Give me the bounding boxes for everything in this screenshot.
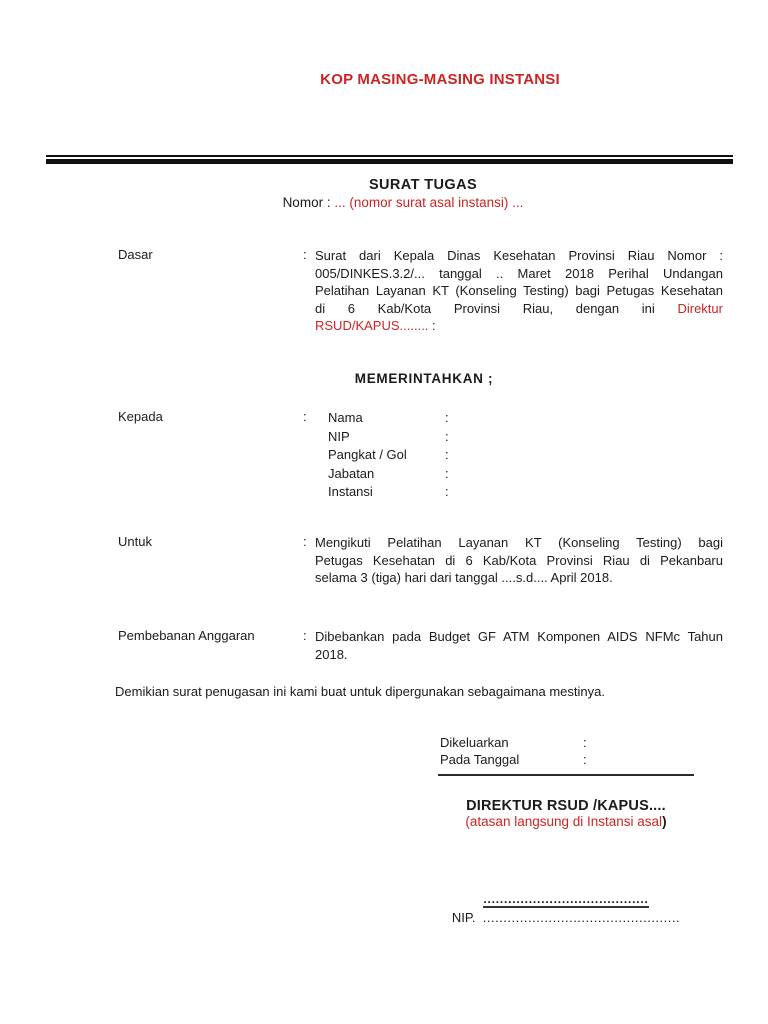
kepada-fields [328, 409, 449, 502]
field-name: Jabatan [328, 465, 375, 481]
dasar-line [315, 300, 723, 318]
untuk-line: Mengikuti Pelatihan Layanan KT (Konseling Testing) bagi [315, 535, 723, 550]
field-colon: : [445, 447, 449, 463]
dasar-paragraph [315, 247, 723, 335]
dasar-line4-text: di 6 Kab/Kota Provinsi Riau, dengan ini [315, 300, 655, 316]
memerintahkan-heading: MEMERINTAHKAN ; [354, 371, 494, 386]
pembebanan-line: Dibebankan pada Budget GF ATM Komponen AIDS NFMc Tahun [315, 629, 723, 644]
pembebanan-paragraph [315, 628, 723, 663]
signature-divider-line [438, 774, 694, 776]
field-name: NIP [328, 428, 350, 444]
issued-colon: : [583, 751, 587, 767]
untuk-line: Petugas Kesehatan di 6 Kab/Kota Provinsi Riau di Pekanbaru [315, 552, 723, 568]
issued-label: Pada Tanggal [440, 751, 520, 767]
nomor-placeholder: ... (nomor surat asal instansi) ... [334, 195, 524, 210]
document-title: SURAT TUGAS [368, 177, 478, 193]
kepada-field-row [328, 428, 449, 447]
dasar-label: Dasar [118, 247, 153, 262]
dasar-colon: : [303, 247, 307, 262]
field-colon: : [445, 428, 449, 444]
nomor-label: Nomor : [282, 195, 331, 210]
kop-header: KOP MASING-MASING INSTANSI [320, 71, 560, 88]
kepada-field-row [328, 409, 449, 428]
kepada-label: Kepada [118, 409, 163, 424]
kepada-field-row [328, 446, 449, 465]
untuk-colon: : [303, 534, 307, 549]
signature-block [438, 735, 694, 925]
pembebanan-line: 2018. [315, 646, 348, 662]
signatory-subtitle-red: (atasan langsung di Instansi asal [465, 814, 663, 829]
issued-row [438, 752, 694, 769]
field-colon: : [445, 465, 449, 481]
kepada-field-row [328, 483, 449, 502]
untuk-line: selama 3 (tiga) hari dari tanggal ....s.d.... April 2018. [315, 570, 613, 585]
name-dots: ........................................ [483, 892, 649, 906]
field-colon: : [445, 484, 449, 500]
divider-thick-line [46, 159, 733, 164]
field-name: Pangkat / Gol [328, 447, 407, 463]
dasar-line5-colon: : [432, 318, 436, 333]
dasar-line [315, 317, 723, 335]
pembebanan-colon: : [303, 628, 307, 643]
signatory-title: DIREKTUR RSUD /KAPUS.... [466, 798, 666, 814]
field-name: Nama [328, 410, 363, 425]
kepada-colon: : [303, 409, 307, 424]
nomor-line [58, 195, 748, 210]
signatory-subtitle [438, 814, 694, 829]
dasar-line: Pelatihan Layanan KT (Konseling Testing) bagi Petugas Kesehatan [315, 283, 723, 298]
header-divider [46, 155, 733, 164]
untuk-label: Untuk [118, 534, 152, 549]
divider-thin-line [46, 155, 733, 157]
dasar-line: Surat dari Kepala Dinas Kesehatan Provinsi Riau Nomor : [315, 248, 723, 263]
signatory-subtitle-paren: ) [662, 814, 667, 829]
nip-label: NIP. [451, 910, 476, 925]
issued-label: Dikeluarkan [440, 735, 509, 750]
field-colon: : [445, 410, 449, 425]
dasar-line5-red-text: RSUD/KAPUS........ [315, 318, 429, 333]
issued-colon: : [583, 735, 587, 750]
pembebanan-label: Pembebanan Anggaran [118, 628, 255, 643]
dasar-line: 005/DINKES.3.2/... tanggal .. Maret 2018 Perihal Undangan [315, 265, 723, 281]
nip-dots: ................................................ [482, 910, 681, 925]
kepada-field-row [328, 465, 449, 484]
closing-sentence: Demikian surat penugasan ini kami buat untuk dipergunakan sebagaimana mestinya. [115, 684, 605, 699]
signatory-name-placeholder [438, 892, 694, 908]
untuk-paragraph [315, 534, 723, 587]
dasar-line4-red-text: Direktur [677, 300, 723, 316]
nip-line [438, 910, 694, 925]
issued-row [438, 735, 694, 752]
field-name: Instansi [328, 484, 373, 500]
